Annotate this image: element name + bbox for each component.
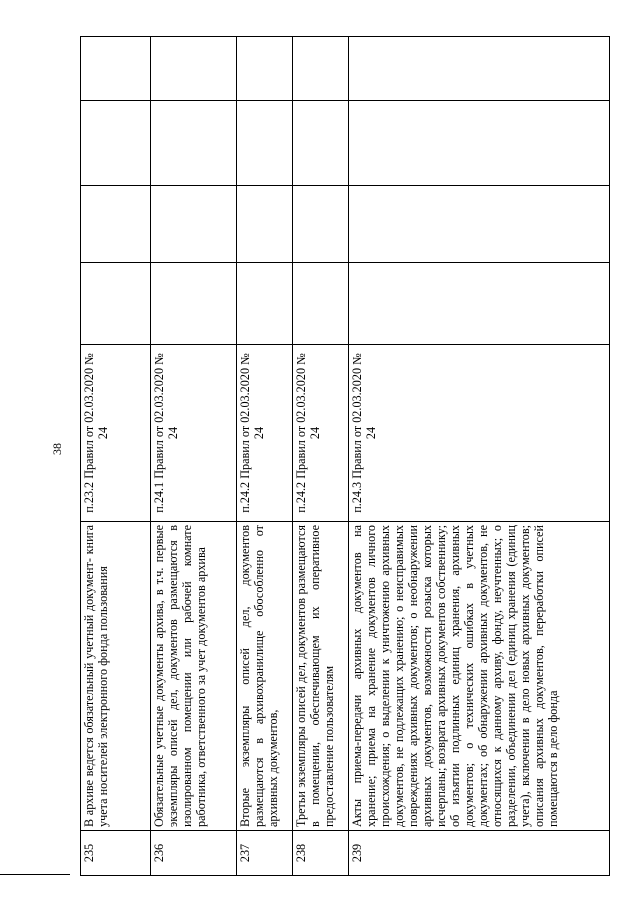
empty-cell bbox=[81, 186, 151, 263]
page-number: 38 bbox=[50, 443, 64, 455]
row-number: 236 bbox=[151, 831, 237, 876]
legal-reference: п.24.3 Правил от 02.03.2020 № 24 bbox=[349, 345, 610, 522]
legal-reference: п.24.2 Правил от 02.03.2020 № 24 bbox=[237, 345, 293, 522]
empty-cell bbox=[151, 263, 237, 345]
row-number: 237 bbox=[237, 831, 293, 876]
page-edge-rule bbox=[0, 874, 70, 875]
empty-cell bbox=[81, 101, 151, 186]
table-row bbox=[293, 37, 349, 876]
legal-reference: п.23.2 Правил от 02.03.2020 № 24 bbox=[81, 345, 151, 522]
row-number: 238 bbox=[293, 831, 349, 876]
table-row bbox=[151, 37, 237, 876]
table-row bbox=[237, 37, 293, 876]
requirement-text: Третьи экземпляры описей дел, документов размещаются в помещении, обеспечивающем их оперативное предоставление пользователям bbox=[293, 522, 349, 831]
requirement-text: Обязательные учетные документы архива, в т.ч. первые экземпляры описей дел, документов размещаются в изолированном помещении или рабочей комнате работника, ответственного за учет документов архива bbox=[151, 522, 237, 831]
empty-cell bbox=[237, 186, 293, 263]
empty-cell bbox=[349, 186, 610, 263]
empty-cell bbox=[81, 263, 151, 345]
legal-reference: п.24.1 Правил от 02.03.2020 № 24 bbox=[151, 345, 237, 522]
table-row bbox=[349, 37, 610, 876]
empty-cell bbox=[293, 101, 349, 186]
empty-cell bbox=[293, 186, 349, 263]
row-number: 239 bbox=[349, 831, 610, 876]
empty-cell bbox=[237, 37, 293, 101]
empty-cell bbox=[293, 263, 349, 345]
requirement-text: Акты приема-передачи архивных документов на хранение; приема на хранение документов личного происхождения; о выделении к уничтожению архивных документов, не подлежащих хранению; о неисправимых повреждениях архивных документов; о необнаружении архивных документов, возможности розыска которых исчерпаны; возврата архивных документов собственнику; об изъятии подлинных единиц хранения, архивных документов; о технических ошибках в учетных документах; об обнаружении архивных документов, не относящихся к данному архиву, фонду, неучтенных; о разделении, объединении дел (единиц хранения (единиц учета), включении в дело новых архивных документов; описания архивных документов, переработки описей помещаются в дело фонда bbox=[349, 522, 610, 831]
empty-cell bbox=[237, 101, 293, 186]
empty-cell bbox=[349, 101, 610, 186]
legal-reference: п.24.2 Правил от 02.03.2020 № 24 bbox=[293, 345, 349, 522]
rotated-page bbox=[80, 36, 610, 876]
empty-cell bbox=[151, 101, 237, 186]
table-row bbox=[81, 37, 151, 876]
empty-cell bbox=[81, 37, 151, 101]
empty-cell bbox=[151, 37, 237, 101]
requirement-text: Вторые экземпляры описей дел, документов размещаются в архивохранилище обособленно от архивных документов, bbox=[237, 522, 293, 831]
empty-cell bbox=[293, 37, 349, 101]
row-number: 235 bbox=[81, 831, 151, 876]
requirement-text: В архиве ведется обязательный учетный документ- книга учета носителей электронного фонда пользования bbox=[81, 522, 151, 831]
empty-cell bbox=[151, 186, 237, 263]
empty-cell bbox=[237, 263, 293, 345]
empty-cell bbox=[349, 263, 610, 345]
empty-cell bbox=[349, 37, 610, 101]
requirements-table bbox=[80, 36, 610, 876]
